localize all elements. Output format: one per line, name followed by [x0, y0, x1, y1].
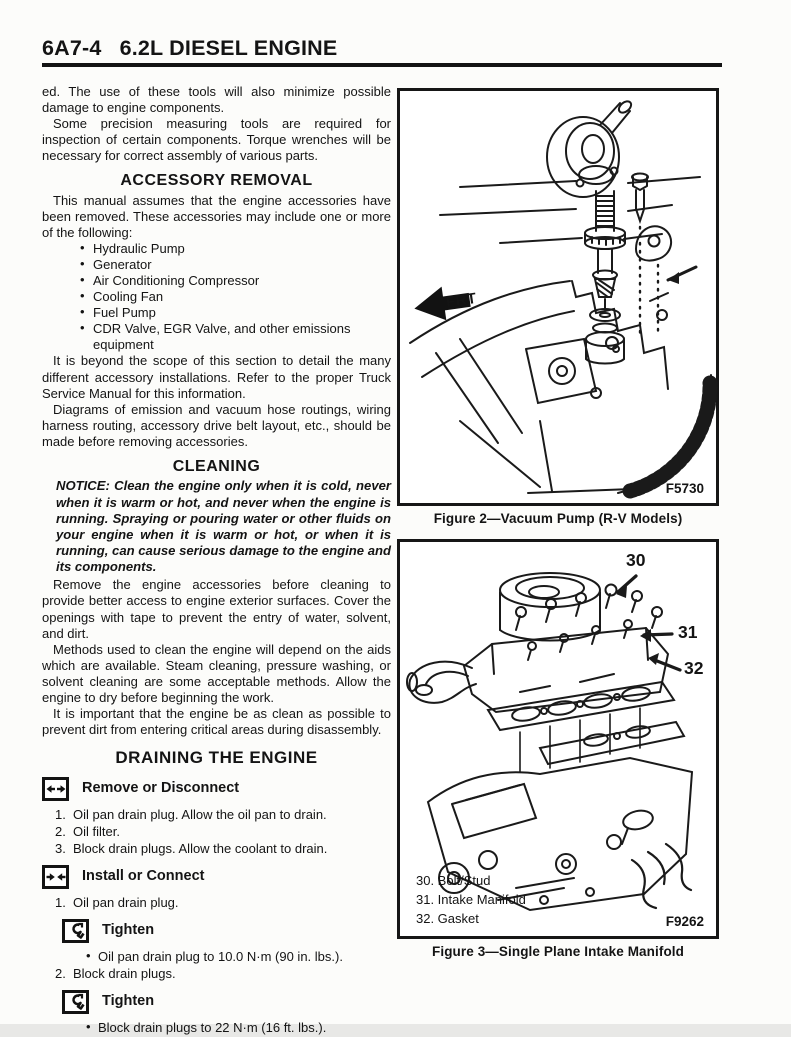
frt-direction-label: FRT — [444, 289, 478, 312]
list-item: • CDR Valve, EGR Valve, and other emissions equipment — [80, 321, 391, 353]
figure-2-caption: Figure 2—Vacuum Pump (R-V Models) — [433, 511, 683, 526]
notice-text: NOTICE: Clean the engine only when it is cold, never when it is warm or hot, and never when the engine is running. Spraying or pouring water or other fluids on your engine when it is warm or hot, or when it is running, can cause serious damage to the engine and its components. — [56, 478, 391, 575]
list-item: • Cooling Fan — [80, 289, 391, 305]
procedure-step: 2. Block drain plugs. — [55, 966, 176, 982]
callout-32: 32 — [684, 658, 704, 678]
section-heading-draining: DRAINING THE ENGINE — [115, 747, 318, 767]
figure-column — [397, 88, 719, 959]
remove-disconnect-row — [42, 777, 391, 801]
figure-3-legend — [416, 872, 526, 929]
list-item: • Generator — [80, 257, 391, 273]
figure-3-code: F9262 — [665, 914, 704, 929]
page-header — [42, 36, 722, 61]
paragraph: It is important that the engine be as clean as possible to prevent dirt from entering critical areas during disassembly. — [42, 705, 391, 737]
callout-31: 31 — [678, 622, 698, 642]
list-item: • Fuel Pump — [80, 305, 391, 321]
tighten-wrench-icon — [62, 919, 89, 943]
section-heading-accessory-removal: ACCESSORY REMOVAL — [120, 172, 313, 190]
paragraph: This manual assumes that the engine accessories have been removed. These accessories may include one or more of the following: — [42, 192, 391, 241]
procedure-step: 2. Oil filter. — [55, 823, 120, 839]
tighten-wrench-icon — [62, 990, 89, 1014]
paragraph: Some precision measuring tools are required for inspection of certain components. Torque wrenches will be necessary for correct assembly of various parts. — [42, 116, 391, 164]
page-title: 6.2L DIESEL ENGINE — [119, 36, 338, 60]
tighten-row — [62, 990, 391, 1014]
page-number: 6A7-4 — [42, 36, 102, 60]
tighten-row — [62, 919, 391, 943]
list-item: • Air Conditioning Compressor — [80, 273, 391, 289]
legend-item: 30. Bolt/Stud — [416, 873, 491, 888]
install-connect-label: Install or Connect — [82, 868, 205, 885]
paragraph: Methods used to clean the engine will depend on the aids which are available. Steam cleaning, pressure washing, or solvent cleaning are some acceptable methods. Allow the engine to dry before beginning the work. — [42, 641, 391, 705]
figure-2-code: F5730 — [665, 481, 704, 496]
section-heading-cleaning: CLEANING — [172, 457, 261, 475]
remove-disconnect-icon — [42, 777, 69, 801]
procedure-step: 1. Oil pan drain plug. Allow the oil pan to drain. — [55, 806, 327, 822]
remove-disconnect-label: Remove or Disconnect — [82, 779, 240, 796]
header-rule — [42, 63, 722, 67]
legend-item: 31. Intake Manifold — [416, 891, 526, 907]
paragraph: ed. The use of these tools will also minimize possible damage to engine components. — [42, 84, 391, 116]
paragraph: It is beyond the scope of this section to detail the many different accessory installations. Refer to the proper Truck Service Manual for this information. — [42, 353, 391, 401]
legend-item: 32. Gasket — [416, 910, 479, 926]
procedure-step: 3. Block drain plugs. Allow the coolant to drain. — [55, 840, 328, 856]
install-connect-icon — [42, 865, 69, 889]
figure-3-box — [397, 539, 719, 939]
paragraph: Diagrams of emission and vacuum hose routings, wiring harness routing, accessory drive belt layout, etc., should be made before removing accessories. — [42, 401, 391, 449]
procedure-step: 1. Oil pan drain plug. — [55, 895, 179, 911]
figure-2-box — [397, 88, 719, 506]
text-column — [42, 84, 391, 1037]
figure-3-caption: Figure 3—Single Plane Intake Manifold — [432, 944, 684, 959]
tighten-label: Tighten — [102, 922, 155, 939]
paragraph: Remove the engine accessories before cleaning to provide better access to engine exterior surfaces. Cover the openings with tape to prevent the entry of water, solvent, and dirt. — [42, 577, 391, 641]
torque-spec: • Oil pan drain plug to 10.0 N·m (90 in. lbs.). — [86, 949, 391, 965]
list-item: • Hydraulic Pump — [80, 241, 391, 257]
torque-spec: • Block drain plugs to 22 N·m (16 ft. lbs.). — [86, 1020, 391, 1036]
accessory-list — [80, 241, 391, 353]
install-connect-row — [42, 865, 391, 889]
callout-30: 30 — [626, 550, 646, 570]
tighten-label: Tighten — [102, 993, 155, 1010]
